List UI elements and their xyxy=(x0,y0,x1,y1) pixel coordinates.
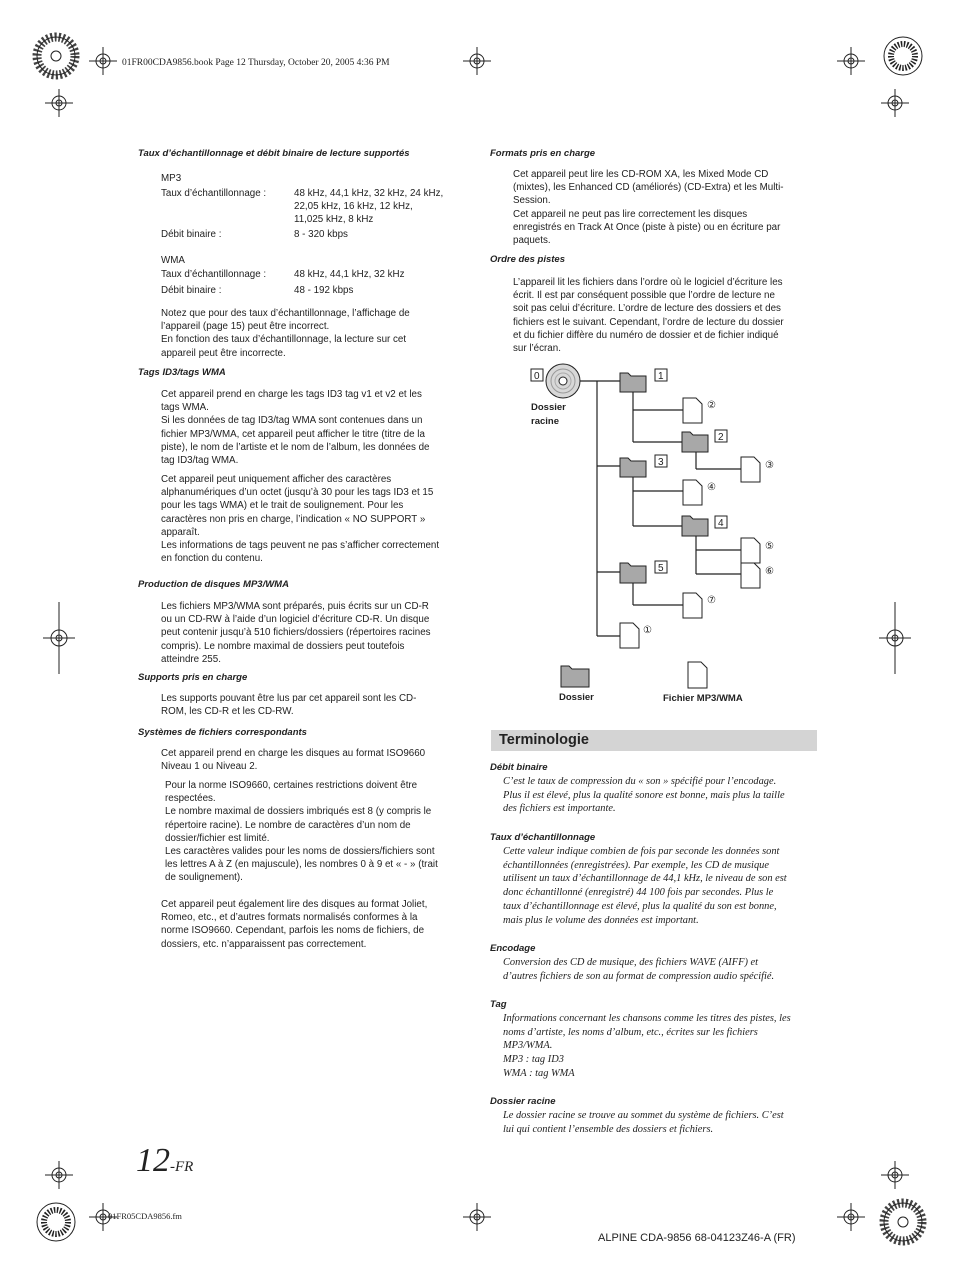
sampling-note: Notez que pour des taux d’échantillonnage, l’affichage de l’appareil (page 15) peut être incorrect. En fonction des taux d’échantillonnage, la lecture sur cet appareil peut être incorrecte. xyxy=(161,308,410,359)
terminology-heading: Terminologie xyxy=(499,732,589,748)
filesystems-paragraph-3: Cet appareil peut également lire des disques au format Joliet, Romeo, etc., et d’autres formats normalisés conformes à la norme ISO9660. Cependant, parfois les noms de fichiers, de dossiers, etc. n’apparaissent pas correctement. xyxy=(161,899,428,950)
folder-number-box xyxy=(655,561,667,574)
file-icon xyxy=(741,563,774,588)
svg-text:3: 3 xyxy=(658,457,664,468)
crosshair-icon xyxy=(881,89,909,117)
svg-text:4: 4 xyxy=(718,518,724,529)
legend-file-label: Fichier MP3/WMA xyxy=(663,693,743,704)
section-title-sampling: Taux d’échantillonnage et débit binaire de lecture supportés xyxy=(138,148,410,159)
file-icon xyxy=(683,593,716,618)
svg-text:0: 0 xyxy=(534,371,540,382)
label-wma: WMA xyxy=(161,255,185,266)
wma-rate-label: Taux d’échantillonnage : xyxy=(161,269,267,280)
legend-folder-icon xyxy=(561,666,589,687)
section-title-filesystems: Systèmes de fichiers correspondants xyxy=(138,727,307,738)
svg-text:②: ② xyxy=(707,400,716,411)
footer-filename: 01FR05CDA9856.fm xyxy=(108,1211,182,1221)
svg-text:5: 5 xyxy=(658,563,664,574)
section-title-formats: Formats pris en charge xyxy=(490,148,596,159)
def-tag: Informations concernant les chansons comme les titres des pistes, les noms d’artiste, les noms d’album, etc., écrites sur les fichiers MP3/WMA. MP3 : tag ID3 WMA : tag WMA xyxy=(503,1013,791,1079)
term-tag: Tag xyxy=(490,999,507,1010)
section-title-tags: Tags ID3/tags WMA xyxy=(138,367,226,378)
folder-number-box xyxy=(655,455,667,468)
label-mp3: MP3 xyxy=(161,173,182,184)
term-encoding: Encodage xyxy=(490,943,536,954)
crosshair-icon xyxy=(43,602,75,674)
file-icon xyxy=(683,480,716,505)
root-label-line1: Dossier xyxy=(531,402,566,413)
registration-sunburst-icon xyxy=(884,1203,922,1241)
folder-number-box xyxy=(715,430,727,443)
root-label-line2: racine xyxy=(531,416,559,427)
order-paragraph: L’appareil lit les fichiers dans l’ordre où le logiciel d’écriture les écrit. Il est par conséquent possible que l’ordre de lecture ne soit pas celui d’écriture. L’ordre de lecture des dossiers et des fichiers est le suivant. Cependant, l’ordre de lecture du dossier et du fichier diffère du numéro de dossier et de fichier indiqué sur l’écran. xyxy=(513,277,784,355)
svg-text:1: 1 xyxy=(658,371,664,382)
term-root-folder: Dossier racine xyxy=(490,1096,556,1107)
file-icon xyxy=(620,623,652,648)
crosshair-icon xyxy=(45,89,73,117)
folder-tree-diagram xyxy=(525,360,825,710)
crosshair-icon xyxy=(881,1161,909,1189)
folder-number-box xyxy=(715,516,727,529)
crosshair-icon xyxy=(879,602,911,674)
crosshair-icon xyxy=(837,47,865,75)
wma-rate-value: 48 kHz, 44,1 kHz, 32 kHz xyxy=(294,269,405,280)
section-title-production: Production de disques MP3/WMA xyxy=(138,579,289,590)
legend-file-icon xyxy=(688,662,707,688)
crosshair-icon xyxy=(45,1161,73,1189)
section-title-supports: Supports pris en charge xyxy=(138,672,248,683)
mp3-bitrate-label: Débit binaire : xyxy=(161,229,222,240)
file-icon xyxy=(741,538,774,563)
wma-bitrate-label: Débit binaire : xyxy=(161,285,222,296)
svg-text:2: 2 xyxy=(718,432,724,443)
legend-folder-label: Dossier xyxy=(559,692,594,703)
file-icon xyxy=(683,398,716,423)
section-title-order: Ordre des pistes xyxy=(490,254,565,265)
root-number-box xyxy=(531,369,543,382)
filesystems-paragraph-1: Cet appareil prend en charge les disques au format ISO9660 Niveau 1 ou Niveau 2. xyxy=(161,748,426,773)
terminology-heading-band xyxy=(491,730,817,751)
svg-text:⑦: ⑦ xyxy=(707,595,716,606)
svg-text:⑤: ⑤ xyxy=(765,541,774,552)
term-sampling: Taux d’échantillonnage xyxy=(490,832,596,843)
production-paragraph: Les fichiers MP3/WMA sont préparés, puis écrits sur un CD-R ou un CD-RW à l’aide d’un logiciel d’écriture CD-R. Un disque peut contenir jusqu’à 510 fichiers/dossiers (répertoires racines compris). Le nombre maximal de dossiers peut toutefois atteindre 255. xyxy=(161,601,431,665)
svg-text:①: ① xyxy=(643,625,652,636)
def-encoding: Conversion des CD de musique, des fichiers WAVE (AIFF) et d’autres fichiers de son au format de compression audio spécifié. xyxy=(503,957,775,982)
tags-paragraph-2: Cet appareil peut uniquement afficher des caractères alphanumériques d’un octet (jusqu’à 30 pour les tags ID3 et 15 pour les tags WMA) et le trait de soulignement. Pour les caractères non pris en charge, l’indication « NO SUPPORT » apparaît. Les informations de tags peuvent ne pas s’afficher correctement en fonction du contenu. xyxy=(161,474,440,565)
page-number-value: 12 xyxy=(136,1142,170,1179)
crosshair-icon xyxy=(463,47,491,75)
cd-disc-icon xyxy=(546,364,580,398)
file-icon xyxy=(741,457,774,482)
folder-number-box xyxy=(655,369,667,382)
folder-icon xyxy=(682,516,708,536)
filesystems-paragraph-2: Pour la norme ISO9660, certaines restrictions doivent être respectées. Le nombre maximal de dossiers imbriqués est 8 (y compris le répertoire racine). Le nombre de caractères d’un nom de dossier/fichier est limité. Les caractères valides pour les noms de dossiers/fichiers sont les lettres A à Z (en majuscule), les nombres 0 à 9 et « - » (trait de soulignement). xyxy=(165,780,438,884)
folder-icon xyxy=(620,563,646,583)
formats-paragraph: Cet appareil peut lire les CD-ROM XA, les Mixed Mode CD (mixtes), les Enhanced CD (améliorés) (CD-Extra) et les Multi- Session. Cet appareil ne peut pas lire correctement les disques enregistrés en Track At Once (piste à piste) ou en écriture par paquets. xyxy=(513,169,784,247)
crosshair-icon xyxy=(837,1203,865,1231)
registration-sunburst-icon xyxy=(37,1203,75,1241)
def-sampling: Cette valeur indique combien de fois par seconde les données sont échantillonnées (enregistrées). Par exemple, les CD de musique utilisent un taux d’échantillonnage de 44,1 kHz, le niveau de son est donc échantillonné (enregistré) 44 100 fois par secondes. Plus le taux d’échantillonnage est élevé, plus la qualité du son est bonne, mais plus le volume des données est important. xyxy=(503,846,787,926)
svg-text:③: ③ xyxy=(765,460,774,471)
page-number-suffix: -FR xyxy=(170,1159,194,1175)
registration-sunburst-icon xyxy=(884,37,922,75)
svg-text:⑥: ⑥ xyxy=(765,566,774,577)
term-bitrate: Débit binaire xyxy=(490,762,548,773)
crosshair-icon xyxy=(463,1203,491,1231)
supports-paragraph: Les supports pouvant être lus par cet appareil sont les CD- ROM, les CD-R et les CD-RW. xyxy=(161,693,417,718)
def-root-folder: Le dossier racine se trouve au sommet du système de fichiers. C’est lui qui contient l’ensemble des dossiers et fichiers. xyxy=(503,1110,784,1135)
wma-bitrate-value: 48 - 192 kbps xyxy=(294,285,354,296)
page-number xyxy=(136,1143,193,1185)
folder-icon xyxy=(620,373,646,392)
def-bitrate: C’est le taux de compression du « son » spécifié pour l’encodage. Plus il est élevé, plus la qualité sonore est bonne, mais plus la taille des fichiers est importante. xyxy=(503,776,785,815)
folder-icon xyxy=(620,458,646,477)
mp3-rate-label: Taux d’échantillonnage : xyxy=(161,188,267,199)
footer-model: ALPINE CDA-9856 68-04123Z46-A (FR) xyxy=(598,1232,796,1244)
mp3-bitrate-value: 8 - 320 kbps xyxy=(294,229,348,240)
book-header: 01FR00CDA9856.book Page 12 Thursday, October 20, 2005 4:36 PM xyxy=(122,58,390,68)
svg-text:④: ④ xyxy=(707,482,716,493)
folder-icon xyxy=(682,432,708,452)
registration-sunburst-icon xyxy=(37,37,75,75)
tags-paragraph-1: Cet appareil prend en charge les tags ID3 tag v1 et v2 et les tags WMA. Si les données de tag ID3/tag WMA sont contenues dans un fichier MP3/WMA, cet appareil peut afficher le titre (titre de la piste), le nom de l’artiste et le nom de l’album, les données de tag ID3/tag WMA. xyxy=(161,389,430,467)
crosshair-icon xyxy=(89,47,117,75)
mp3-rate-value: 48 kHz, 44,1 kHz, 32 kHz, 24 kHz, 22,05 kHz, 16 kHz, 12 kHz, 11,025 kHz, 8 kHz xyxy=(294,188,444,226)
